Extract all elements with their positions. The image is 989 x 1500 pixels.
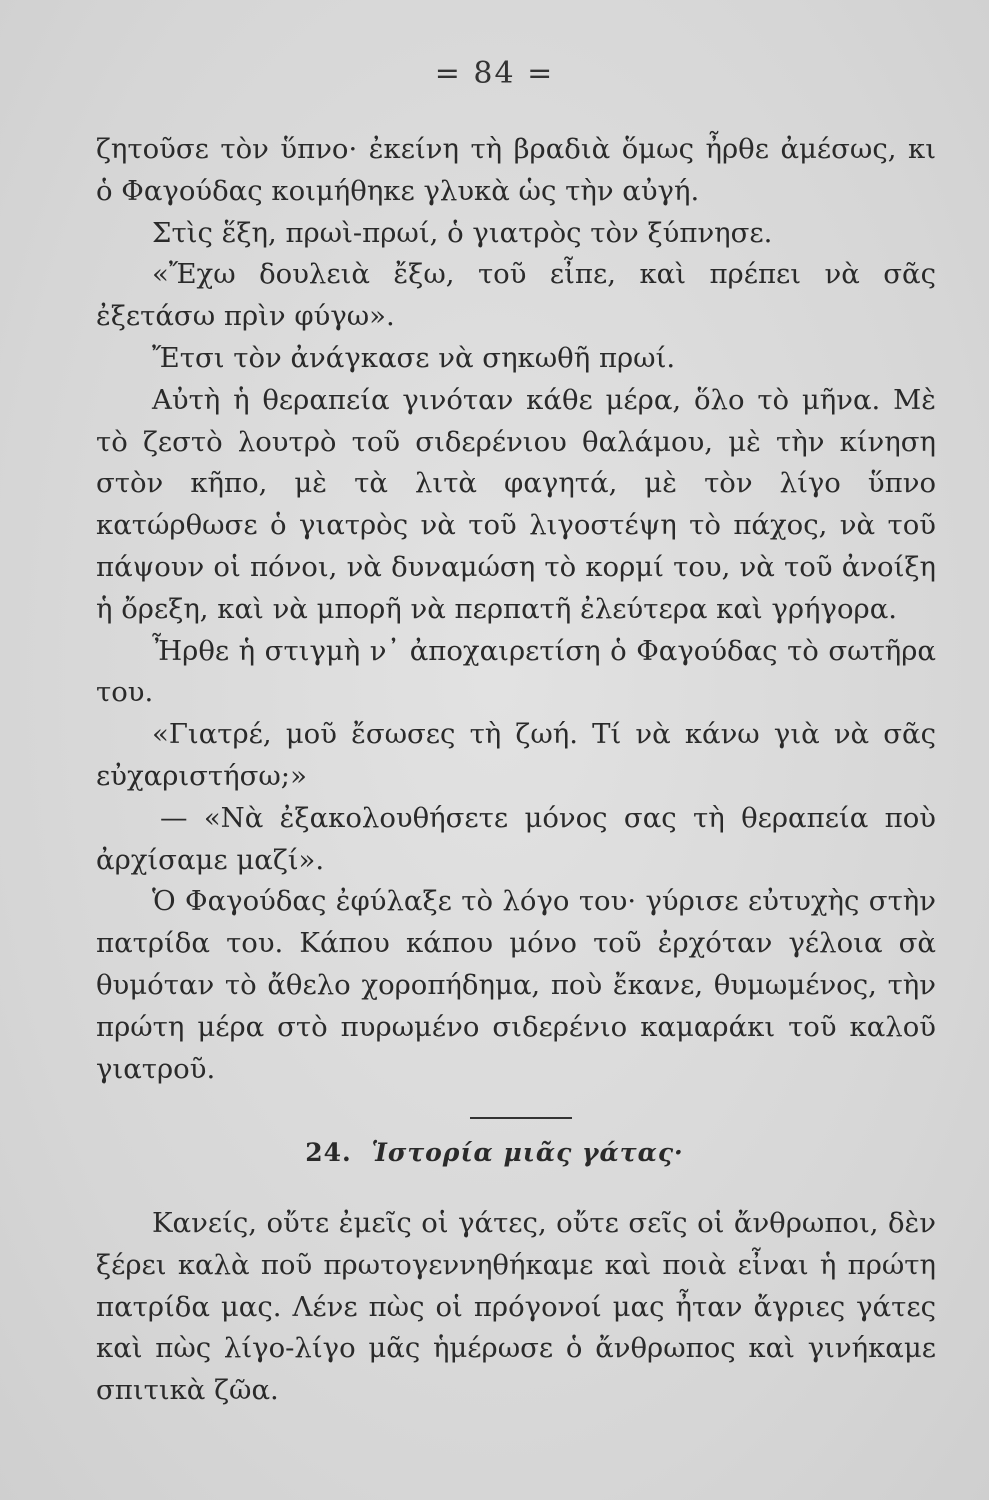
paragraph: «Γιατρέ, μοῦ ἔσωσες τὴ ζωή. Τί νὰ κάνω γιὰ νὰ σᾶς εὐχαριστήσω;» [96, 718, 936, 792]
paragraph: Ἔτσι τὸν ἀνάγκασε νὰ σηκωθῆ πρωί. [152, 341, 676, 374]
paragraph: Κανείς, οὔτε ἐμεῖς οἱ γάτες, οὔτε σεῖς οἱ ἄνθρωποι, δὲν ξέρει καλὰ ποῦ πρωτογεννηθήκαμε καὶ ποιὰ εἶναι ἡ πρώτη πατρίδα μας. Λένε πὼς οἱ πρόγονοί μας ἦταν ἄγριες γάτες καὶ πὼς λίγο-λίγο μᾶς ἡμέρωσε ὁ ἄνθρωπος καὶ γινήκαμε σπιτικὰ ζῶα. [96, 1207, 936, 1407]
paragraph: ζητοῦσε τὸν ὕπνο· ἐκείνη τὴ βραδιὰ ὅμως ἦρθε ἀμέσως, κι ὁ Φαγούδας κοιμήθηκε γλυκὰ ὡς τὴν αὐγή. [96, 133, 936, 207]
section-number: 24. [305, 1138, 352, 1167]
section-title: Ἱστορία μιᾶς γάτας· [371, 1138, 684, 1167]
page-number: = 84 = [434, 56, 555, 91]
paragraph: — «Νὰ ἐξακολουθήσετε μόνος σας τὴ θεραπεία ποὺ ἀρχίσαμε μαζί». [96, 801, 936, 876]
section-divider [470, 1117, 572, 1119]
paragraph: «Ἔχω δουλειὰ ἔξω, τοῦ εἶπε, καὶ πρέπει νὰ σᾶς ἐξετάσω πρὶν φύγω». [96, 258, 936, 333]
body-text-bottom [96, 1203, 936, 1412]
paragraph: Ἦρθε ἡ στιγμὴ ν᾽ ἀποχαιρετίση ὁ Φαγούδας τὸ σωτῆρα του. [96, 634, 936, 709]
paragraph: Στὶς ἕξη, πρωὶ-πρωί, ὁ γιατρὸς τὸν ξύπνησε. [152, 216, 773, 249]
body-text-top [96, 129, 936, 1090]
section-heading [0, 1138, 989, 1167]
paragraph: Ὁ Φαγούδας ἐφύλαξε τὸ λόγο του· γύρισε εὐτυχὴς στὴν πατρίδα του. Κάπου κάπου μόνο τοῦ ἐρχόταν γέλοια σὰ θυμόταν τὸ ἄθελο χοροπήδημα, ποὺ ἔκανε, θυμωμένος, τὴν πρώτη μέρα στὸ πυρωμένο σιδερένιο καμαράκι τοῦ καλοῦ γιατροῦ. [96, 885, 936, 1085]
paragraph: Αὐτὴ ἡ θεραπεία γινόταν κάθε μέρα, ὅλο τὸ μῆνα. Μὲ τὸ ζεστὸ λουτρὸ τοῦ σιδερένιου θαλάμου, μὲ τὴν κίνηση στὸν κῆπο, μὲ τὰ λιτὰ φαγητά, μὲ τὸν λίγο ὕπνο κατώρθωσε ὁ γιατρὸς νὰ τοῦ λιγοστέψη τὸ πάχος, νὰ τοῦ πάψουν οἱ πόνοι, νὰ δυναμώση τὸ κορμί του, νὰ τοῦ ἀνοίξη ἡ ὄρεξη, καὶ νὰ μπορῆ νὰ περπατῆ ἐλεύτερα καὶ γρήγορα. [96, 383, 936, 625]
